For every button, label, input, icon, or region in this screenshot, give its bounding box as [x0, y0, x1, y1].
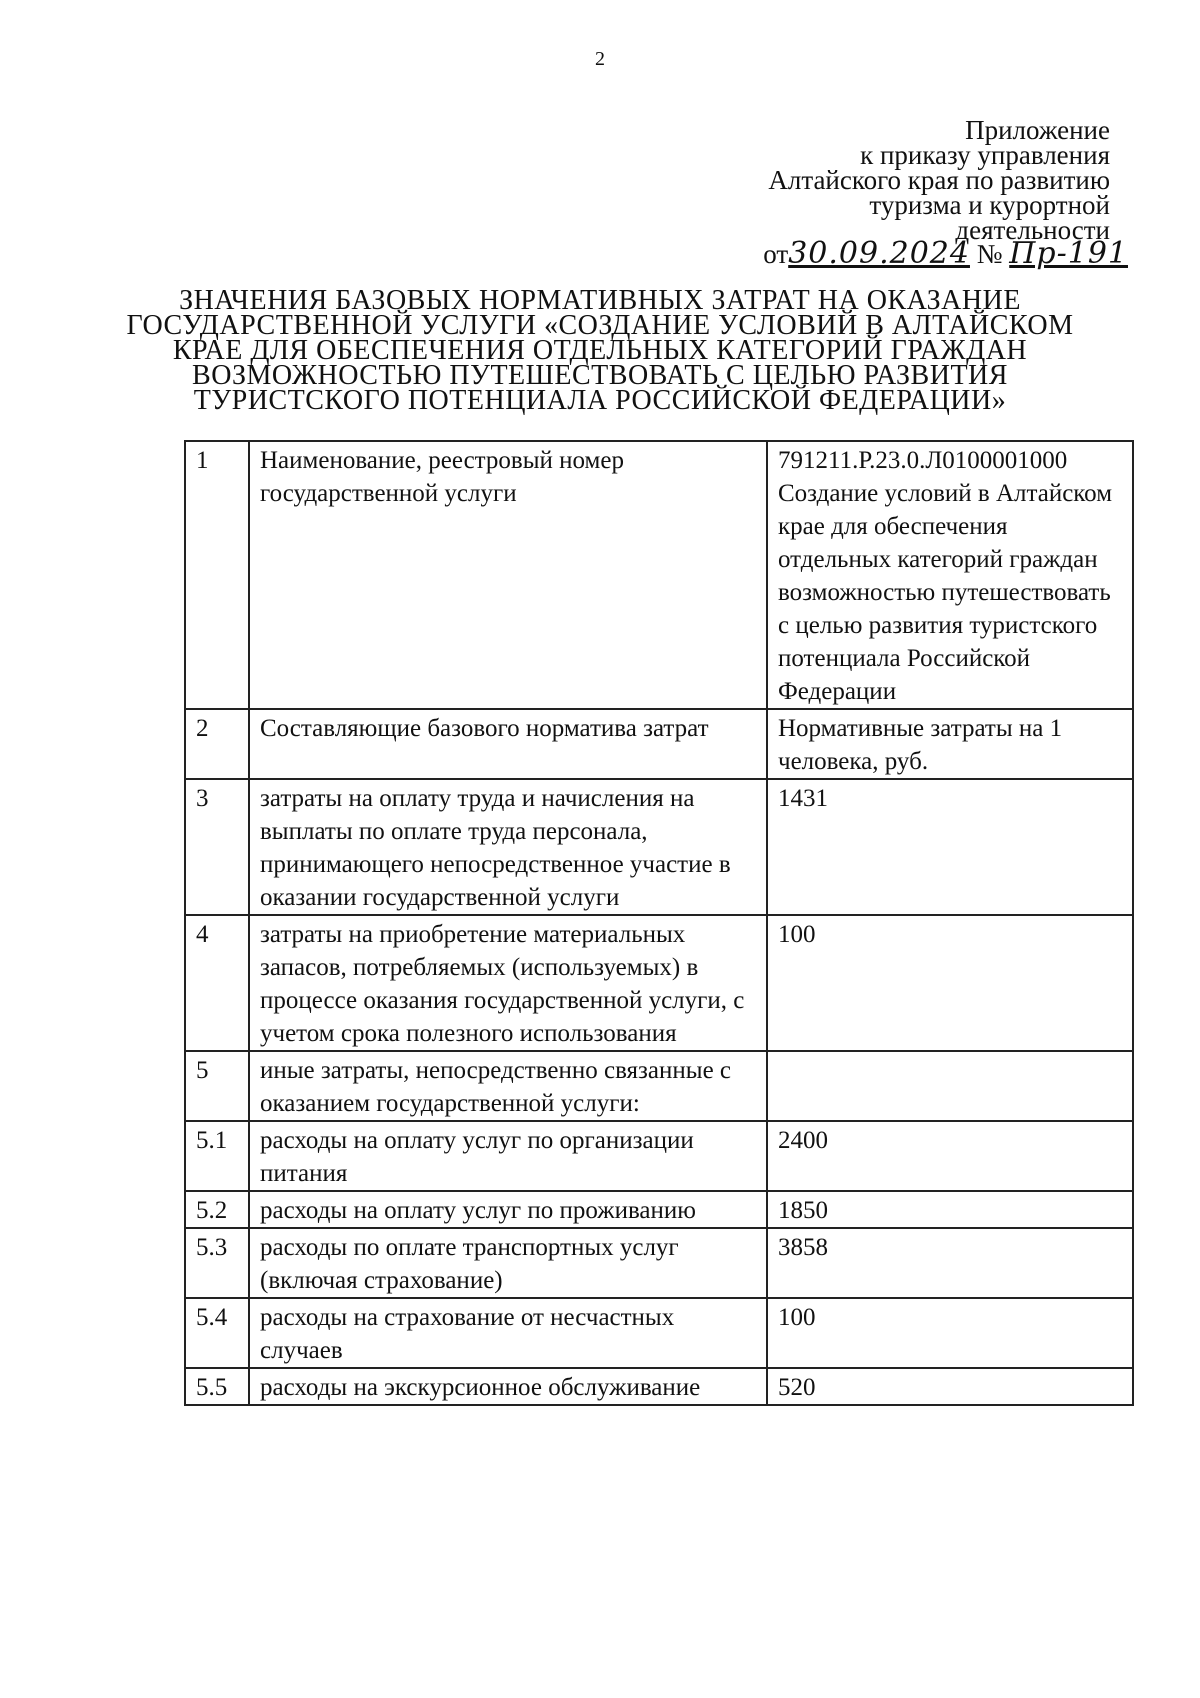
row-value: 1850	[767, 1191, 1133, 1228]
row-number: 5	[185, 1051, 249, 1121]
row-description: Составляющие базового норматива затрат	[249, 709, 767, 779]
row-description: расходы по оплате транспортных услуг (включая страхование)	[249, 1228, 767, 1298]
row-value: 1431	[767, 779, 1133, 915]
row-number: 5.2	[185, 1191, 249, 1228]
appendix-block	[690, 115, 1110, 245]
document-title	[60, 285, 1140, 416]
row-description: расходы на экскурсионное обслуживание	[249, 1368, 767, 1405]
row-description: иные затраты, непосредственно связанные с оказанием государственной услуги:	[249, 1051, 767, 1121]
row-value: 3858	[767, 1228, 1133, 1298]
row-value: 2400	[767, 1121, 1133, 1191]
row-value: 100	[767, 1298, 1133, 1368]
row-value: 100	[767, 915, 1133, 1051]
order-date-number	[763, 236, 1128, 271]
appendix-line: к приказу управления	[860, 140, 1110, 170]
table-row	[185, 1191, 1133, 1228]
number-prefix: №	[976, 239, 1003, 269]
table-row	[185, 709, 1133, 779]
row-value: 520	[767, 1368, 1133, 1405]
table-row	[185, 779, 1133, 915]
row-number: 5.3	[185, 1228, 249, 1298]
row-number: 3	[185, 779, 249, 915]
title-line: ЗНАЧЕНИЯ БАЗОВЫХ НОРМАТИВНЫХ ЗАТРАТ НА ОКАЗАНИЕ	[179, 285, 1021, 316]
table-row	[185, 1121, 1133, 1191]
row-number: 4	[185, 915, 249, 1051]
cost-table	[184, 440, 1134, 1406]
date-prefix: от	[763, 239, 789, 269]
row-number: 5.5	[185, 1368, 249, 1405]
table-row	[185, 441, 1133, 709]
page-number: 2	[595, 48, 605, 70]
row-description: расходы на оплату услуг по проживанию	[249, 1191, 767, 1228]
row-description: Наименование, реестровый номер государственной услуги	[249, 441, 767, 709]
table-row	[185, 1298, 1133, 1368]
table-row	[185, 1228, 1133, 1298]
row-number: 1	[185, 441, 249, 709]
row-number: 5.1	[185, 1121, 249, 1191]
order-number: Пр-191	[1009, 236, 1128, 271]
table-row	[185, 1051, 1133, 1121]
title-line: ВОЗМОЖНОСТЬЮ ПУТЕШЕСТВОВАТЬ С ЦЕЛЬЮ РАЗВИТИЯ	[192, 360, 1008, 391]
row-value: Нормативные затраты на 1 человека, руб.	[767, 709, 1133, 779]
appendix-line: туризма и курортной	[869, 190, 1110, 220]
row-description: расходы на страхование от несчастных случаев	[249, 1298, 767, 1368]
row-description: затраты на приобретение материальных запасов, потребляемых (используемых) в процессе оказания государственной услуги, с учетом срока полезного использования	[249, 915, 767, 1051]
row-value: 791211.Р.23.0.Л0100001000 Создание условий в Алтайском крае для обеспечения отдельных категорий граждан возможностью путешествовать с целью развития туристского потенциала Российской Федерации	[767, 441, 1133, 709]
row-value	[767, 1051, 1133, 1121]
table-row	[185, 1368, 1133, 1405]
appendix-line: деятельности	[955, 215, 1110, 245]
title-line: ТУРИСТСКОГО ПОТЕНЦИАЛА РОССИЙСКОЙ ФЕДЕРАЦИИ»	[193, 385, 1007, 416]
title-line: КРАЕ ДЛЯ ОБЕСПЕЧЕНИЯ ОТДЕЛЬНЫХ КАТЕГОРИЙ ГРАЖДАН	[172, 335, 1028, 366]
row-description: расходы на оплату услуг по организации питания	[249, 1121, 767, 1191]
row-number: 5.4	[185, 1298, 249, 1368]
row-description: затраты на оплату труда и начисления на выплаты по оплате труда персонала, принимающего непосредственное участие в оказании государственной услуги	[249, 779, 767, 915]
appendix-line: Приложение	[965, 115, 1110, 145]
order-date: 30.09.2024	[788, 236, 970, 271]
table-row	[185, 915, 1133, 1051]
row-number: 2	[185, 709, 249, 779]
title-line: ГОСУДАРСТВЕННОЙ УСЛУГИ «СОЗДАНИЕ УСЛОВИЙ В АЛТАЙСКОМ	[126, 310, 1074, 341]
appendix-line: Алтайского края по развитию	[768, 165, 1110, 195]
